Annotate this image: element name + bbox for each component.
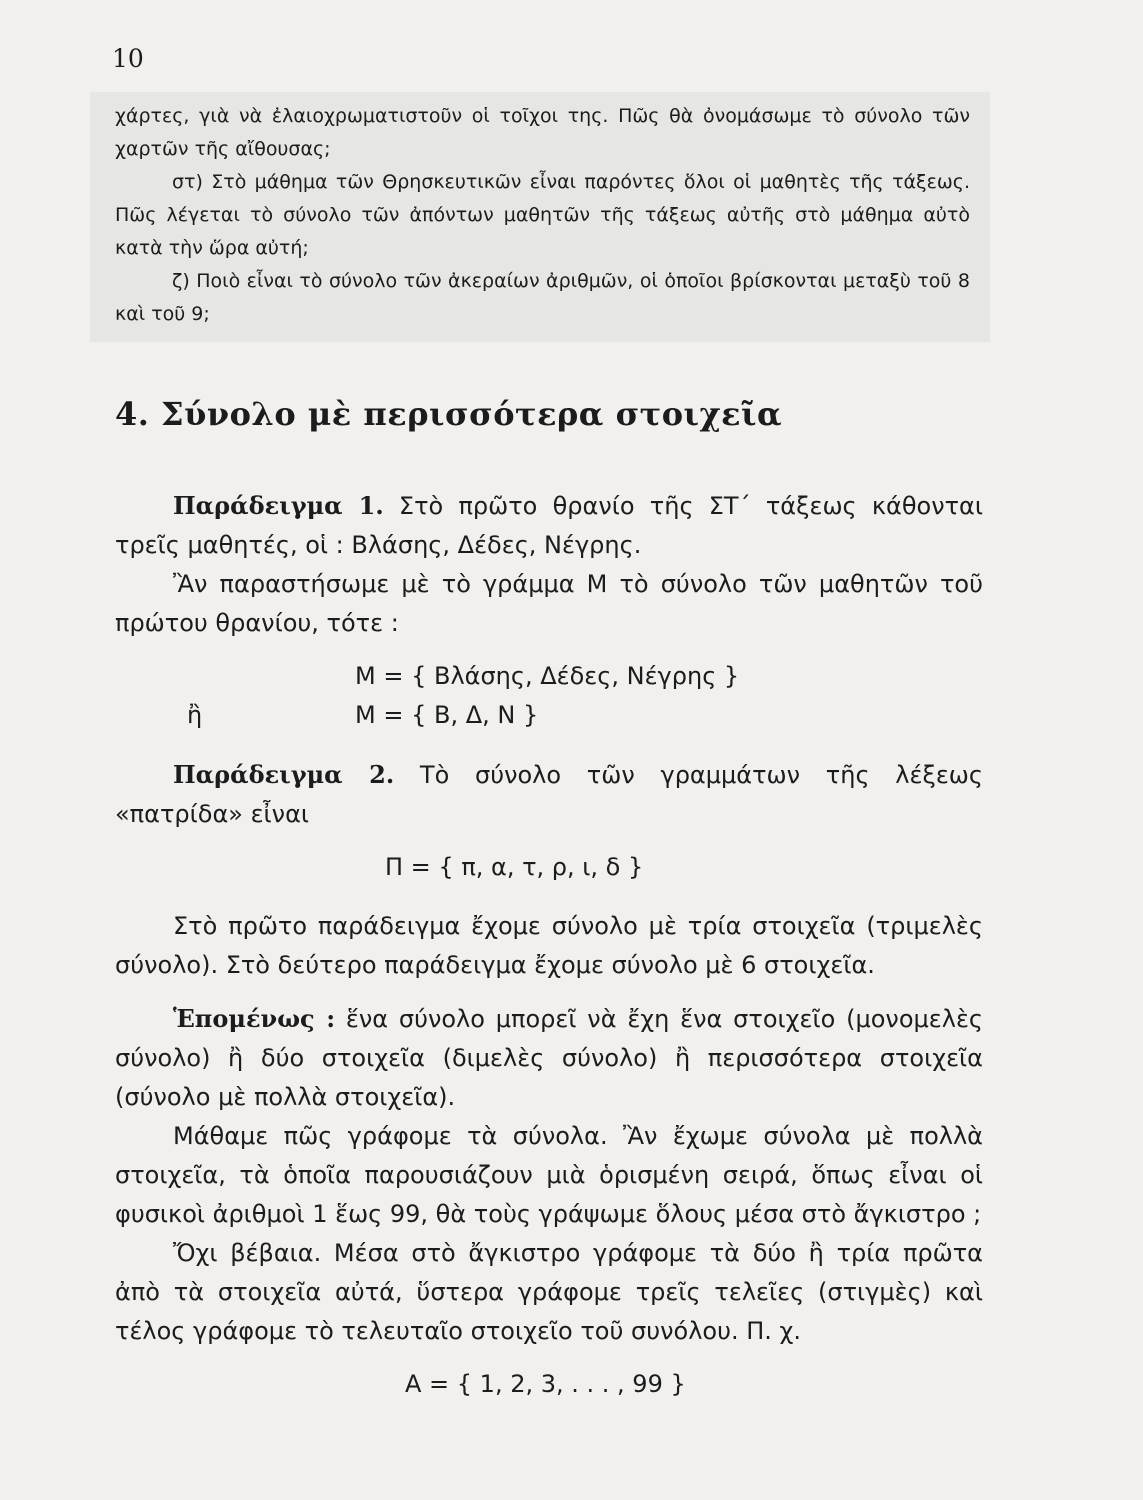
section-body [115, 486, 983, 1404]
exercise-block [115, 100, 970, 331]
therefore-paragraph [115, 999, 983, 1117]
example-2-paragraph [115, 755, 983, 834]
example-1-text: Στὸ πρῶτο θρανίο τῆς ΣΤ΄ τάξεως κάθονται τρεῖς μαθητές, οἱ : Βλάσης, Δέδες, Νέγρης. [115, 492, 983, 559]
section-heading: 4. Σύνολο μὲ περισσότερα στοιχεῖα [115, 395, 783, 433]
equation-m-initials: M = { Β, Δ, Ν } [355, 701, 539, 729]
therefore-label: Ἑπομένως : [173, 1004, 336, 1033]
answer-paragraph: Ὄχι βέβαια. Μέσα στὸ ἄγκιστρο γράφομε τὰ δύο ἢ τρία πρῶτα ἀπὸ τὰ στοιχεῖα αὐτά, ὕστερα γράφομε τρεῖς τελεῖες (στιγμὲς) καὶ τέλος γράφομε τὸ τελευταῖο στοιχεῖο τοῦ συνόλου. Π. χ. [115, 1239, 983, 1345]
page-number: 10 [112, 44, 144, 73]
or-word: ἢ [187, 701, 203, 729]
example-2-text: Τὸ σύνολο τῶν γραμμάτων τῆς λέξεως «πατρίδα» εἶναι [115, 761, 983, 828]
exercise-e-continuation: χάρτες, γιὰ νὰ ἐλαιοχρωματιστοῦν οἱ τοῖχοι της. Πῶς θὰ ὀνομάσωμε τὸ σύνολο τῶν χαρτῶν τῆς αἴθουσας; [115, 105, 970, 160]
equation-pi: Π = { π, α, τ, ρ, ι, δ } [385, 853, 644, 881]
example-2-label: Παράδειγμα 2. [173, 760, 395, 789]
exercise-st: στ) Στὸ μάθημα τῶν Θρησκευτικῶν εἶναι παρόντες ὅλοι οἱ μαθητὲς τῆς τάξεως. Πῶς λέγεται τὸ σύνολο τῶν ἀπόντων μαθητῶν τῆς τάξεως αὐτῆς στὸ μάθημα αὐτὸ κατὰ τὴν ὥρα αὐτή; [115, 171, 970, 259]
example-1-label: Παράδειγμα 1. [173, 491, 384, 520]
exercise-z: ζ) Ποιὸ εἶναι τὸ σύνολο τῶν ἀκεραίων ἀριθμῶν, οἱ ὁποῖοι βρίσκονται μεταξὺ τοῦ 8 καὶ τοῦ 9; [115, 270, 970, 325]
equation-m-names: M = { Βλάσης, Δέδες, Νέγρης } [355, 662, 740, 690]
question-paragraph: Μάθαμε πῶς γράφομε τὰ σύνολα. Ἂν ἔχωμε σύνολα μὲ πολλὰ στοιχεῖα, τὰ ὁποῖα παρουσιάζουν μιὰ ὁρισμένη σειρά, ὅπως εἶναι οἱ φυσικοὶ ἀριθμοὶ 1 ἕως 99, θὰ τοὺς γράψωμε ὅλους μέσα στὸ ἄγκιστρο ; [115, 1122, 983, 1228]
example-1-notation-paragraph: Ἂν παραστήσωμε μὲ τὸ γράμμα Μ τὸ σύνολο τῶν μαθητῶν τοῦ πρώτου θρανίου, τότε : [115, 570, 983, 637]
equation-m-initials-line [115, 696, 983, 735]
therefore-text: ἕνα σύνολο μπορεῖ νὰ ἔχη ἕνα στοιχεῖο (μονομελὲς σύνολο) ἢ δύο στοιχεῖα (διμελὲς σύνολο) ἢ περισσότερα στοιχεῖα (σύνολο μὲ πολλὰ στοιχεῖα). [115, 1005, 984, 1111]
equation-a: A = { 1, 2, 3, . . . , 99 } [405, 1370, 686, 1398]
summary-paragraph: Στὸ πρῶτο παράδειγμα ἔχομε σύνολο μὲ τρία στοιχεῖα (τριμελὲς σύνολο). Στὸ δεύτερο παράδειγμα ἔχομε σύνολο μὲ 6 στοιχεῖα. [115, 912, 983, 979]
example-1-paragraph [115, 486, 983, 565]
